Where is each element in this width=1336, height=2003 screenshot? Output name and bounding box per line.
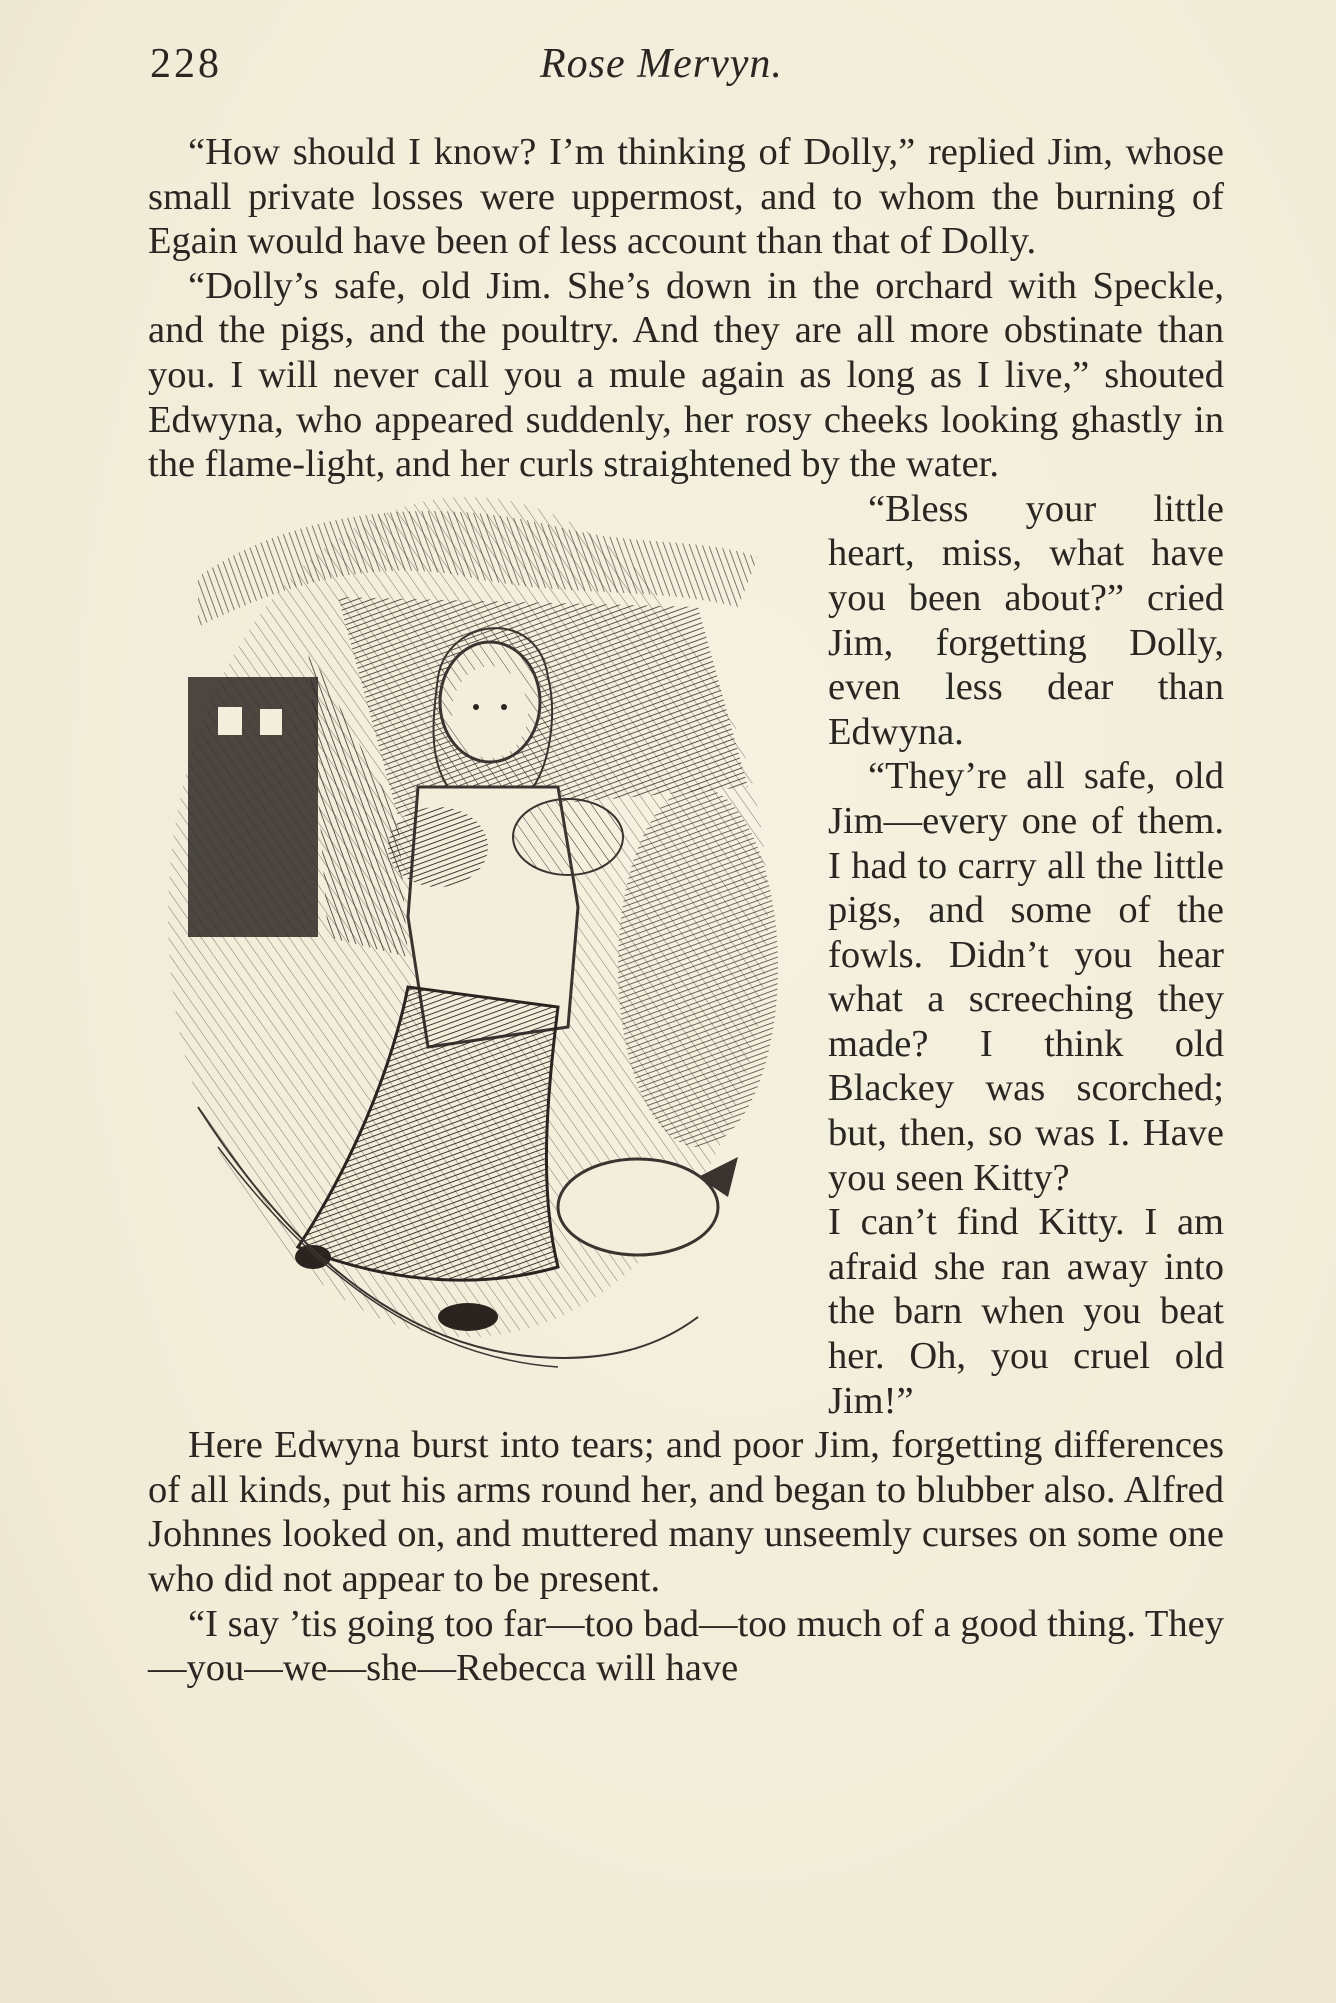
paragraph-4: “They’re all safe, old Jim—every one of them. I had to carry all the little pigs, and some of the fowls. Didn’t you hear what a screeching they made? I think old Blackey was scorched; but, then, so was I. Have you seen Kitty? [828,755,1224,1199]
page-header [150,40,1220,100]
paragraph-1: “How should I know? I’m thinking of Dolly,” replied Jim, whose small private losses were uppermost, and to whom the burning of Egain would have been of less account than that of Dolly. [148,131,1224,263]
paragraph-5: Here Edwyna burst into tears; and poor Jim, forgetting differences of all kinds, put his arms round her, and began to blubber also. Alfred Johnnes looked on, and muttered many unseemly curses on some one who did not appear to be present. [148,1424,1224,1600]
paragraph-4-continued: I can’t find Kitty. I am afraid she ran away into the barn when you beat her. Oh, you cruel old Jim!” [828,1201,1224,1422]
paragraph-3: “Bless your little heart, miss, what have you been about?” cried Jim, forgetting Dolly, even less dear than Edwyna. [828,487,1224,753]
paragraph-2: “Dolly’s safe, old Jim. She’s down in the orchard with Speckle, and the pigs, and the poultry. And they are all more obstinate than you. I will never call you a mule again as long as I live,” shouted Edwyna, who appeared suddenly, her rosy cheeks looking ghastly in the flame-light, and her curls straightened by the water. [148,264,1224,486]
running-title: Rose Mervyn. [540,41,783,87]
page-number: 228 [150,41,222,87]
paragraph-6: “I say ’tis going too far—too bad—too much of a good thing. They—you—we—she—Rebecca will have [148,1602,1224,1690]
body-text [148,130,1224,1691]
engraving-illustration [138,487,818,1377]
illustration-girl-carrying-animals [138,487,828,1387]
